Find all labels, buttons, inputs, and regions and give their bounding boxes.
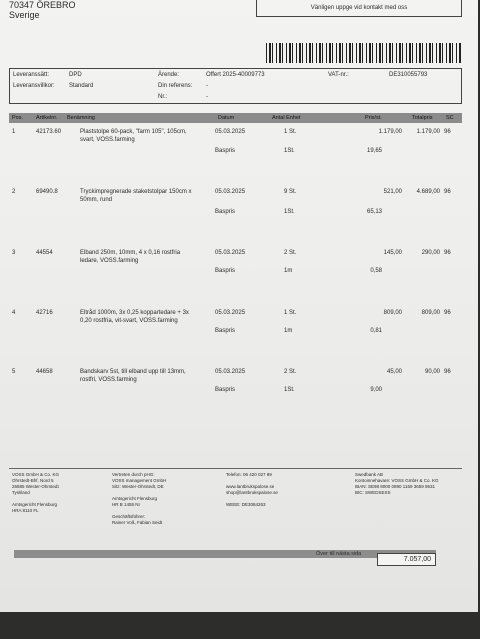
- footer-text: Swedbank AB: [355, 472, 384, 477]
- row-pos: 2: [12, 189, 16, 195]
- row-base-price: 0,81: [370, 328, 382, 334]
- row-qty: 2 St.: [284, 250, 297, 256]
- vat-label: VAT-nr.:: [328, 72, 349, 78]
- table-row: [0, 128, 478, 178]
- address-block: [9, 0, 76, 20]
- row-desc-2: rostfri, VOSS.farming: [80, 377, 137, 383]
- table-row: [0, 309, 478, 359]
- footer-text: Rainer Voß, Fabian Seidt: [112, 520, 163, 525]
- shipping-method-value: DPD: [69, 72, 82, 78]
- col-sc: SC: [446, 115, 454, 121]
- table-row: [0, 368, 478, 418]
- row-desc-2: svart, VOSS.farming: [80, 137, 135, 143]
- row-base-qty: 1St.: [284, 209, 295, 215]
- table-header: [9, 113, 462, 123]
- col-total: Totalpris: [412, 115, 433, 121]
- row-sc: 96: [444, 369, 451, 375]
- address-line-1: 70347 ÖREBRO: [9, 0, 76, 10]
- row-desc-2: 50mm, rund: [80, 197, 113, 203]
- row-price: 1.179,00: [378, 129, 402, 135]
- carry-over-box: [377, 553, 436, 566]
- row-total: 4.689,00: [416, 189, 440, 195]
- carry-over-value: 7.057,00: [403, 556, 431, 563]
- your-reference-value: -: [206, 83, 208, 89]
- footer-text: VOSS GmbH & Co. KG: [12, 472, 60, 477]
- address-line-2: Sverige: [9, 10, 40, 20]
- col-pos: Pos.: [12, 115, 24, 121]
- footer-text: Tyskland: [12, 490, 30, 495]
- footer-text: WEEE: DE3084263: [226, 502, 266, 507]
- row-qty: 9 St.: [284, 189, 297, 195]
- row-desc-1: Tryckimpregnerade staketstolpar 150cm x: [80, 189, 192, 195]
- row-pos: 5: [12, 369, 16, 375]
- footer-text: Ohrstedt-Bhf. Nord 5: [12, 478, 54, 483]
- row-article: 69490.8: [36, 189, 58, 195]
- footer-text: Telefon: 06 420 027 89: [226, 472, 272, 477]
- footer-text: Kontoinnehavare: VOSS GmbH & Co. KG: [355, 478, 439, 483]
- row-total: 809,00: [421, 310, 440, 316]
- number-value: -: [206, 94, 208, 100]
- col-price: Pris/st.: [365, 115, 382, 121]
- row-base-qty: 1St.: [284, 148, 295, 154]
- row-base-price: 19,65: [366, 148, 382, 154]
- row-price: 145,00: [383, 250, 402, 256]
- row-base-label: Baspris: [215, 328, 236, 334]
- row-base-price: 0,58: [370, 268, 382, 274]
- carry-over-label: Över till nästa sida: [316, 551, 362, 557]
- row-qty: 1 St.: [284, 129, 297, 135]
- footer-text: Sitz: Wester-Ohrstedt, DE: [112, 484, 164, 489]
- footer-text: Amtsgericht Flensburg: [12, 502, 58, 507]
- row-base-qty: 1m: [284, 268, 293, 274]
- row-article: 42173.60: [36, 129, 62, 135]
- row-pos: 4: [12, 310, 16, 316]
- row-qty: 1 St.: [284, 310, 297, 316]
- footer-management: [112, 472, 166, 526]
- row-price: 809,00: [383, 310, 402, 316]
- row-pos: 3: [12, 250, 16, 256]
- footer-text: HRA 8110 FL: [12, 508, 39, 513]
- row-base-label: Baspris: [215, 209, 236, 215]
- row-total: 90,00: [424, 369, 440, 375]
- footer-contact: [226, 472, 278, 508]
- footer-text: BIC: SWEDSESS: [355, 490, 391, 495]
- row-date: 05.03.2025: [215, 129, 246, 135]
- your-reference-label: Din referens:: [158, 83, 193, 89]
- footer-text: 25885 Wester-Ohrstedt: [12, 484, 59, 489]
- shipping-method-label: Leveranssätt:: [13, 72, 50, 78]
- footer-divider: [9, 468, 462, 469]
- footer-bank: [355, 472, 439, 496]
- footer-text: Amtsgericht Flensburg: [112, 496, 158, 501]
- row-desc-1: Plaststolpe 60-pack, "farm 105", 105cm,: [80, 129, 187, 135]
- table-row: [0, 188, 478, 238]
- footer-email[interactable]: shop@lantbrukspalose.se: [226, 490, 278, 495]
- row-price: 45,00: [386, 369, 402, 375]
- row-base-label: Baspris: [215, 387, 236, 393]
- row-base-label: Baspris: [215, 148, 236, 154]
- vat-value: DE310055793: [389, 72, 428, 78]
- contact-note-box: [256, 0, 462, 17]
- row-price: 521,00: [383, 189, 402, 195]
- row-total: 1.179,00: [416, 129, 440, 135]
- row-base-price: 65,13: [366, 209, 382, 215]
- delivery-terms-label: Leveransvillkor:: [13, 83, 55, 89]
- case-label: Ärende:: [158, 72, 180, 78]
- row-desc-1: Eltråd 1000m, 3x 0,25 koppartedare + 3x: [80, 310, 189, 316]
- row-date: 05.03.2025: [215, 250, 246, 256]
- contact-note: Vänligen uppge vid kontakt med oss: [310, 5, 408, 11]
- row-date: 05.03.2025: [215, 310, 246, 316]
- row-base-label: Baspris: [215, 268, 236, 274]
- col-description: Benämning: [67, 115, 95, 121]
- shipping-info-box: [9, 68, 462, 104]
- row-base-qty: 1St.: [284, 387, 295, 393]
- row-sc: 96: [444, 250, 451, 256]
- footer-link[interactable]: www.lantbrukspalose.se: [226, 484, 275, 489]
- row-desc-1: Elband 250m, 10mm, 4 x 0,16 rostfria: [80, 250, 181, 256]
- footer-text: HR B 1455 NI: [112, 502, 140, 507]
- row-desc-1: Bandskarv 5st, till elband upp till 13mm,: [80, 369, 186, 375]
- footer-text: Geschäftsführer:: [112, 514, 146, 519]
- footer-company: [12, 472, 59, 514]
- col-quantity: Antal Enhet: [272, 115, 301, 121]
- row-date: 05.03.2025: [215, 369, 246, 375]
- row-sc: 96: [444, 129, 451, 135]
- case-value: Offert 2025-40009773: [206, 72, 265, 78]
- table-row: [0, 249, 478, 299]
- row-desc-2: ledare, VOSS.farming: [80, 258, 139, 264]
- row-total: 290,00: [421, 250, 440, 256]
- footer-text: VOSS management GmbH: [112, 478, 167, 483]
- footer-text: IBAN: SE98 8000 0890 1169 3659 9531: [355, 484, 435, 489]
- row-desc-2: 0,20 rostfria, vit-svart, VOSS.farming: [80, 318, 178, 324]
- row-qty: 2 St.: [284, 369, 297, 375]
- col-article: Artikelnr.: [36, 115, 58, 121]
- row-article: 44658: [36, 369, 53, 375]
- carry-over-bar: [14, 550, 436, 558]
- row-sc: 96: [444, 310, 451, 316]
- delivery-terms-value: Standard: [69, 83, 94, 89]
- row-base-qty: 1m: [284, 328, 293, 334]
- row-article: 42716: [36, 310, 53, 316]
- row-sc: 96: [444, 189, 451, 195]
- row-date: 05.03.2025: [215, 189, 246, 195]
- row-base-price: 9,00: [370, 387, 382, 393]
- row-pos: 1: [12, 129, 16, 135]
- col-date: Datum: [218, 115, 235, 121]
- row-article: 44554: [36, 250, 53, 256]
- barcode-icon: [266, 43, 462, 63]
- number-label: Nr.:: [158, 94, 168, 100]
- footer-text: Vertreten durch pHG:: [112, 472, 155, 477]
